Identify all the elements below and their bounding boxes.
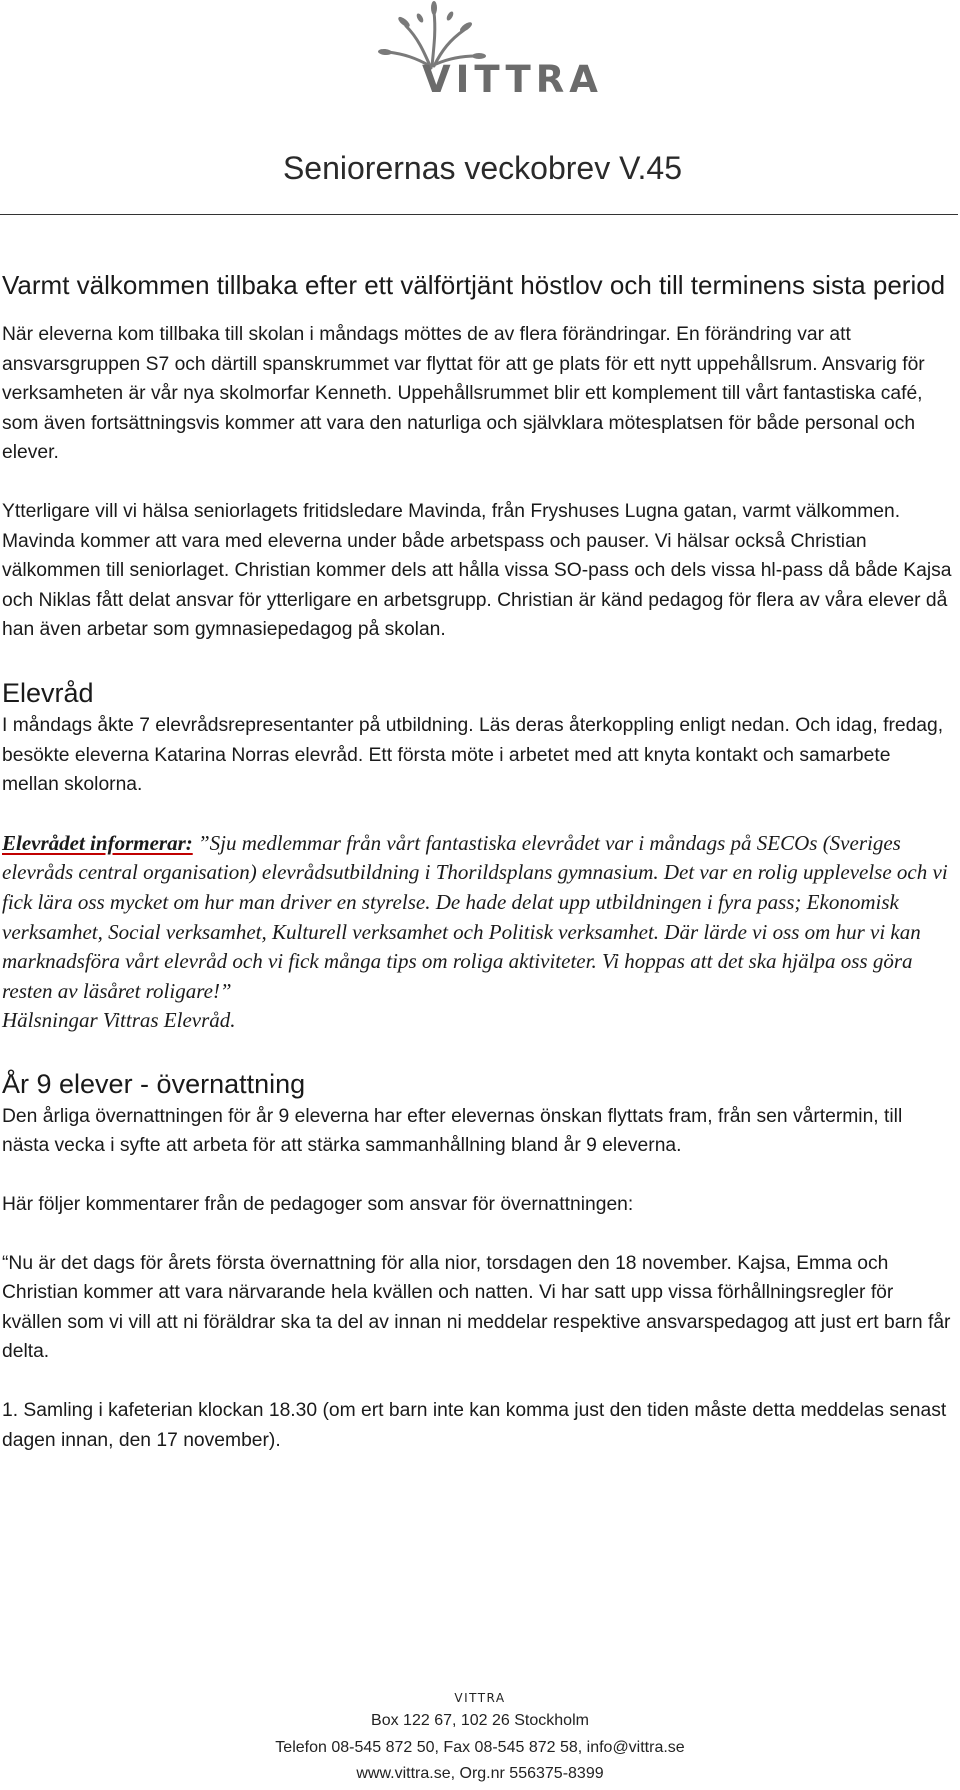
overnattning-list-item-1: 1. Samling i kafeterian klockan 18.30 (om ert barn inte kan komma just den tiden måste detta meddelas senast dagen innan, den 17 november). <box>2 1400 947 1451</box>
overnattning-heading: År 9 elever - övernattning <box>2 1068 306 1099</box>
elevrad-paragraph-1: I måndags åkte 7 elevrådsrepresentanter på utbildning. Läs deras återkoppling enligt nedan. Och idag, fredag, besökte eleverna Katarina Norras elevråd. Ett första möte i arbetet med att knyta kontakt och samarbete mellan skolorna. <box>2 714 944 796</box>
letter-body <box>2 266 952 1455</box>
footer-web: www.vittra.se, Org.nr 556375-8399 <box>356 1765 604 1782</box>
header-divider <box>0 214 958 215</box>
elevrad-signature: Hälsningar Vittras Elevråd. <box>2 1008 236 1033</box>
footer-address: Box 122 67, 102 26 Stockholm <box>371 1712 589 1729</box>
footer-org-name: VITTRA <box>454 1691 506 1705</box>
elevrad-quote <box>2 829 952 1007</box>
intro-paragraph-1: När eleverna kom tillbaka till skolan i måndags möttes de av flera förändringar. En förändring var att ansvarsgruppen S7 och därtill spanskrummet var flyttat för att ge plats för ett nytt uppehållsrum. Ansvarig för verksamheten är vår nya skolmorfar Kenneth. Uppehållsrummet blir ett komplement till vårt fantastiska café, som även fortsättningsvis kommer att vara den naturliga och självklara mötesplatsen för både personal och elever. <box>2 324 925 464</box>
intro-heading: Varmt välkommen tillbaka efter ett välförtjänt höstlov och till terminens sista period <box>2 270 946 300</box>
footer-contact: Telefon 08-545 872 50, Fax 08-545 872 58, info@vittra.se <box>275 1738 685 1756</box>
elevrad-quote-label: Elevrådet informerar: <box>2 830 193 855</box>
vittra-logo-text: VITTRA <box>422 58 603 101</box>
overnattning-paragraph-2: Här följer kommentarer från de pedagoger som ansvar för övernattningen: <box>2 1194 634 1216</box>
elevrad-heading: Elevråd <box>2 677 94 708</box>
elevrad-quote-text: ”Sju medlemmar från vårt fantastiska elevrådet var i måndags på SECOs (Sveriges elevråds central organisation) elevrådsutbildning i Thorildsplans gymnasium. Det var en rolig upplevelse och vi fick lära oss mycket om hur man driver en styrelse. De hade delat upp utbildningen i fyra pass; Ekonomisk verksamhet, Social verksamhet, Kulturell verksamhet och Politisk verksamhet. Där lärde vi oss om hur vi kan marknadsföra vårt elevråd och vi fick många tips om roliga aktiviteter. Vi hoppas att det ska hjälpa oss göra resten av läsåret roligare!” <box>2 830 948 1003</box>
intro-paragraph-2: Ytterligare vill vi hälsa seniorlagets fritidsledare Mavinda, från Fryshuses Lugna gatan, varmt välkommen. Mavinda kommer att vara med eleverna under både arbetspass och pauser. Vi hälsar också Christian välkommen till seniorlaget. Christian kommer dels att hålla vissa SO-pass och dels vissa hl-pass då både Kajsa och Niklas fått delat ansvar för ytterligare en arbetsgrupp. Christian är känd pedagog för flera av våra elever då han även arbetar som gymnasiepedagog på skolan. <box>2 500 952 641</box>
vittra-logo <box>370 0 603 110</box>
overnattning-paragraph-3: “Nu är det dags för årets första övernattning för alla nior, torsdagen den 18 november. Kajsa, Emma och Christian kommer att vara närvarande hela kvällen och natten. Vi har satt upp vissa förhållningsregler för kvällen som vi vill att ni föräldrar ska ta del av innan ni meddelar respektive ansvarspedagog att just ert barn får delta. <box>2 1252 951 1363</box>
overnattning-paragraph-1: Den årliga övernattningen för år 9 eleverna har efter elevernas önskan flyttats fram, från sen vårtermin, till nästa vecka i syfte att arbeta för att stärka sammanhållning bland år 9 eleverna. <box>2 1105 903 1157</box>
document-title: Seniorernas veckobrev V.45 <box>282 150 682 186</box>
footer <box>0 1688 960 1788</box>
